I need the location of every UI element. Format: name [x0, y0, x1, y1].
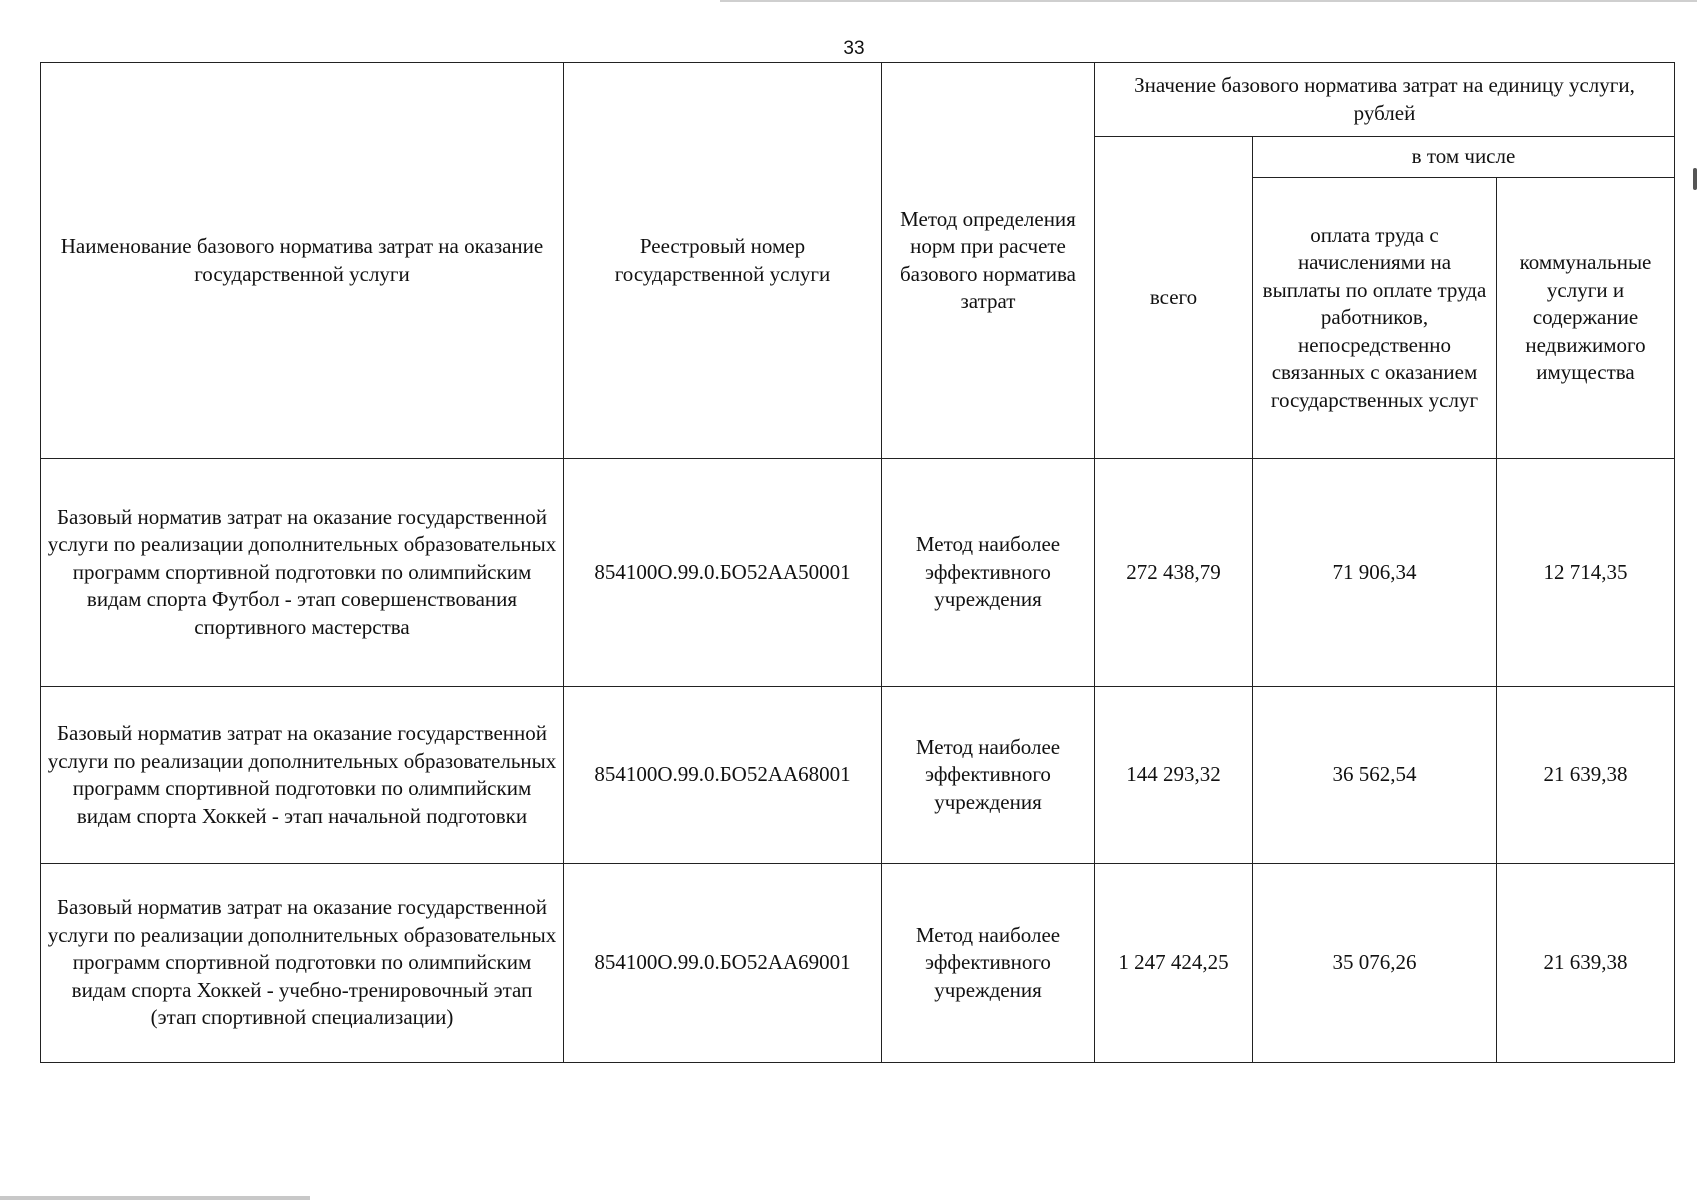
- header-including: в том числе: [1253, 137, 1675, 178]
- header-labor: оплата труда с начислениями на выплаты по оплате труда работников, непосредственно связанных с оказанием государственных услуг: [1253, 178, 1497, 459]
- cost-norms-table: [40, 62, 1675, 1063]
- cell-utilities: 21 639,38: [1497, 864, 1675, 1063]
- table-row: [41, 459, 1675, 687]
- table-row: [41, 687, 1675, 864]
- cell-utilities: 21 639,38: [1497, 687, 1675, 864]
- cell-name: Базовый норматив затрат на оказание государственной услуги по реализации дополнительных образовательных программ спортивной подготовки по олимпийским видам спорта Футбол - этап совершенствования спортивного мастерства: [41, 459, 564, 687]
- cell-registry-number: 854100О.99.0.БО52АА69001: [564, 864, 882, 1063]
- scan-edge-top: [720, 0, 1697, 2]
- cell-labor: 35 076,26: [1253, 864, 1497, 1063]
- cell-total: 1 247 424,25: [1095, 864, 1253, 1063]
- header-total: всего: [1095, 137, 1253, 459]
- scan-edge-bottom: [0, 1196, 310, 1200]
- cell-method: Метод наиболее эффективного учреждения: [882, 459, 1095, 687]
- cell-registry-number: 854100О.99.0.БО52АА68001: [564, 687, 882, 864]
- cell-name: Базовый норматив затрат на оказание государственной услуги по реализации дополнительных образовательных программ спортивной подготовки по олимпийским видам спорта Хоккей - учебно-тренировочный этап (этап спортивной специализации): [41, 864, 564, 1063]
- header-row: [41, 63, 1675, 137]
- cell-labor: 71 906,34: [1253, 459, 1497, 687]
- cell-registry-number: 854100О.99.0.БО52АА50001: [564, 459, 882, 687]
- header-value-group: Значение базового норматива затрат на единицу услуги, рублей: [1095, 63, 1675, 137]
- cell-utilities: 12 714,35: [1497, 459, 1675, 687]
- cell-labor: 36 562,54: [1253, 687, 1497, 864]
- header-name: Наименование базового норматива затрат на оказание государственной услуги: [41, 63, 564, 459]
- scan-mark: [1693, 168, 1697, 190]
- cell-total: 144 293,32: [1095, 687, 1253, 864]
- cell-method: Метод наиболее эффективного учреждения: [882, 864, 1095, 1063]
- table-row: [41, 864, 1675, 1063]
- header-utilities: коммунальные услуги и содержание недвижимого имущества: [1497, 178, 1675, 459]
- cell-name: Базовый норматив затрат на оказание государственной услуги по реализации дополнительных образовательных программ спортивной подготовки по олимпийским видам спорта Хоккей - этап начальной подготовки: [41, 687, 564, 864]
- page-number: 33: [843, 38, 865, 59]
- cell-total: 272 438,79: [1095, 459, 1253, 687]
- header-registry-number: Реестровый номер государственной услуги: [564, 63, 882, 459]
- header-method: Метод определения норм при расчете базового норматива затрат: [882, 63, 1095, 459]
- cell-method: Метод наиболее эффективного учреждения: [882, 687, 1095, 864]
